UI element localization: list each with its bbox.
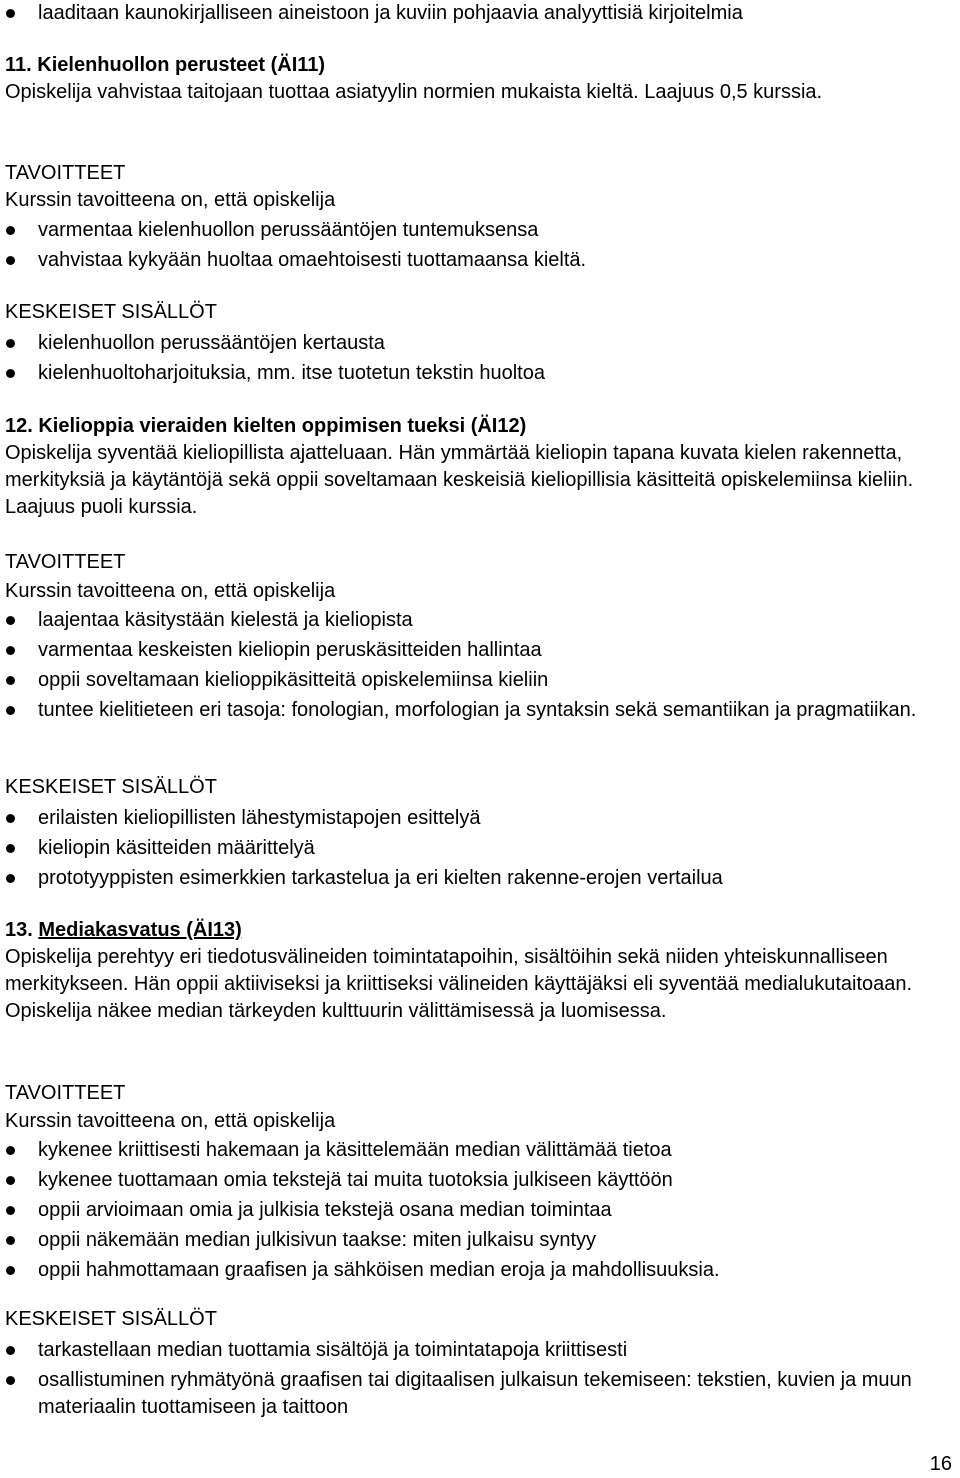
bullet-icon <box>6 706 15 715</box>
list-item: varmentaa keskeisten kieliopin peruskäsitteiden hallintaa <box>0 637 950 664</box>
course11-header <box>5 52 950 106</box>
list-item: oppii arvioimaan omia ja julkisia tekstejä osana median toimintaa <box>0 1197 950 1224</box>
list-item: laajentaa käsitystään kielestä ja kieliopista <box>0 607 950 634</box>
course13-content-list <box>0 1337 950 1424</box>
course11-content-list <box>0 330 950 390</box>
bullet-icon <box>6 1346 15 1355</box>
list-item: oppii näkemään median julkisivun taakse: miten julkaisu syntyy <box>0 1227 950 1254</box>
course12-description: Opiskelija syventää kieliopillista ajatteluaan. Hän ymmärtää kieliopin tapana kuvata kielen rakennetta, merkityksiä ja käytäntöjä sekä oppii soveltamaan keskeisiä kieliopillisia käsitteitä opiskelemiinsa kieliin. Laajuus puoli kurssia. <box>5 442 914 518</box>
bullet-icon <box>6 1176 15 1185</box>
list-item: osallistuminen ryhmätyönä graafisen tai digitaalisen julkaisun tekemiseen: tekstien, kuvien ja muun materiaalin tuottamiseen ja taittoon <box>0 1367 950 1421</box>
bullet-icon <box>6 339 15 348</box>
bullet-icon <box>6 814 15 823</box>
course11-description: Opiskelija vahvistaa taitojaan tuottaa asiatyylin normien mukaista kieltä. Laajuus 0,5 kurssia. <box>5 81 823 103</box>
course11-goals-intro: Kurssin tavoitteena on, että opiskelija <box>5 189 336 211</box>
course13-header <box>5 917 950 1025</box>
course13-title: 13. Mediakasvatus (ÄI13) <box>5 919 242 941</box>
course11-goals-list <box>0 217 950 277</box>
bullet-icon <box>6 874 15 883</box>
bullet-icon <box>6 1206 15 1215</box>
course12-content-list <box>0 805 950 895</box>
course12-header <box>5 413 950 521</box>
list-item: tuntee kielitieteen eri tasoja: fonologian, morfologian ja syntaksin sekä semantiikan ja pragmatiikan. <box>0 697 950 724</box>
list-item: kieliopin käsitteiden määrittelyä <box>0 835 950 862</box>
list-item: kielenhuoltoharjoituksia, mm. itse tuotetun tekstin huoltoa <box>0 360 950 387</box>
list-item-text: laaditaan kaunokirjalliseen aineistoon ja kuviin pohjaavia analyyttisiä kirjoitelmia <box>38 2 743 24</box>
bullet-icon <box>6 1146 15 1155</box>
bullet-icon <box>6 1236 15 1245</box>
list-item: vahvistaa kykyään huoltaa omaehtoisesti tuottamaansa kieltä. <box>0 247 950 274</box>
course13-goals-label: TAVOITTEET <box>5 1082 126 1104</box>
bullet-icon <box>6 844 15 853</box>
bullet-icon <box>6 646 15 655</box>
list-item: varmentaa kielenhuollon perussääntöjen tuntemuksensa <box>0 217 950 244</box>
bullet-icon <box>6 256 15 265</box>
list-item: oppii hahmottamaan graafisen ja sähköisen median eroja ja mahdollisuuksia. <box>0 1257 950 1284</box>
course12-title: 12. Kielioppia vieraiden kielten oppimisen tueksi (ÄI12) <box>5 415 527 437</box>
list-item <box>0 0 950 27</box>
course11-content-label: KESKEISET SISÄLLÖT <box>5 301 217 323</box>
previous-content-list <box>0 0 950 30</box>
bullet-icon <box>6 1376 15 1385</box>
page-number: 16 <box>929 1453 952 1475</box>
course12-goals-list <box>0 607 950 727</box>
bullet-icon <box>6 226 15 235</box>
bullet-icon <box>6 1266 15 1275</box>
list-item: oppii soveltamaan kielioppikäsitteitä opiskelemiinsa kieliin <box>0 667 950 694</box>
bullet-icon <box>6 616 15 625</box>
course12-goals-intro: Kurssin tavoitteena on, että opiskelija <box>5 580 336 602</box>
course13-description: Opiskelija perehtyy eri tiedotusvälineiden toimintatapoihin, sisältöihin sekä niiden yhteiskunnalliseen merkitykseen. Hän oppii aktiiviseksi ja kriittiseksi välineiden käyttäjäksi eli syventää medialukutaitoaan. Opiskelija näkee median tärkeyden kulttuurin välittämisessä ja luomisessa. <box>5 946 913 1022</box>
list-item: prototyyppisten esimerkkien tarkastelua ja eri kielten rakenne-erojen vertailua <box>0 865 950 892</box>
course13-goals-intro: Kurssin tavoitteena on, että opiskelija <box>5 1110 336 1132</box>
bullet-icon <box>6 369 15 378</box>
list-item: erilaisten kieliopillisten lähestymistapojen esittelyä <box>0 805 950 832</box>
bullet-icon <box>6 9 15 18</box>
course12-goals-label: TAVOITTEET <box>5 551 126 573</box>
list-item: kykenee tuottamaan omia tekstejä tai muita tuotoksia julkiseen käyttöön <box>0 1167 950 1194</box>
list-item: kykenee kriittisesti hakemaan ja käsittelemään median välittämää tietoa <box>0 1137 950 1164</box>
list-item: tarkastellaan median tuottamia sisältöjä ja toimintatapoja kriittisesti <box>0 1337 950 1364</box>
course13-goals-list <box>0 1137 950 1287</box>
course12-content-label: KESKEISET SISÄLLÖT <box>5 776 217 798</box>
list-item: kielenhuollon perussääntöjen kertausta <box>0 330 950 357</box>
course13-content-label: KESKEISET SISÄLLÖT <box>5 1308 217 1330</box>
course11-goals-label: TAVOITTEET <box>5 162 126 184</box>
bullet-icon <box>6 676 15 685</box>
course11-title: 11. Kielenhuollon perusteet (ÄI11) <box>5 54 326 76</box>
